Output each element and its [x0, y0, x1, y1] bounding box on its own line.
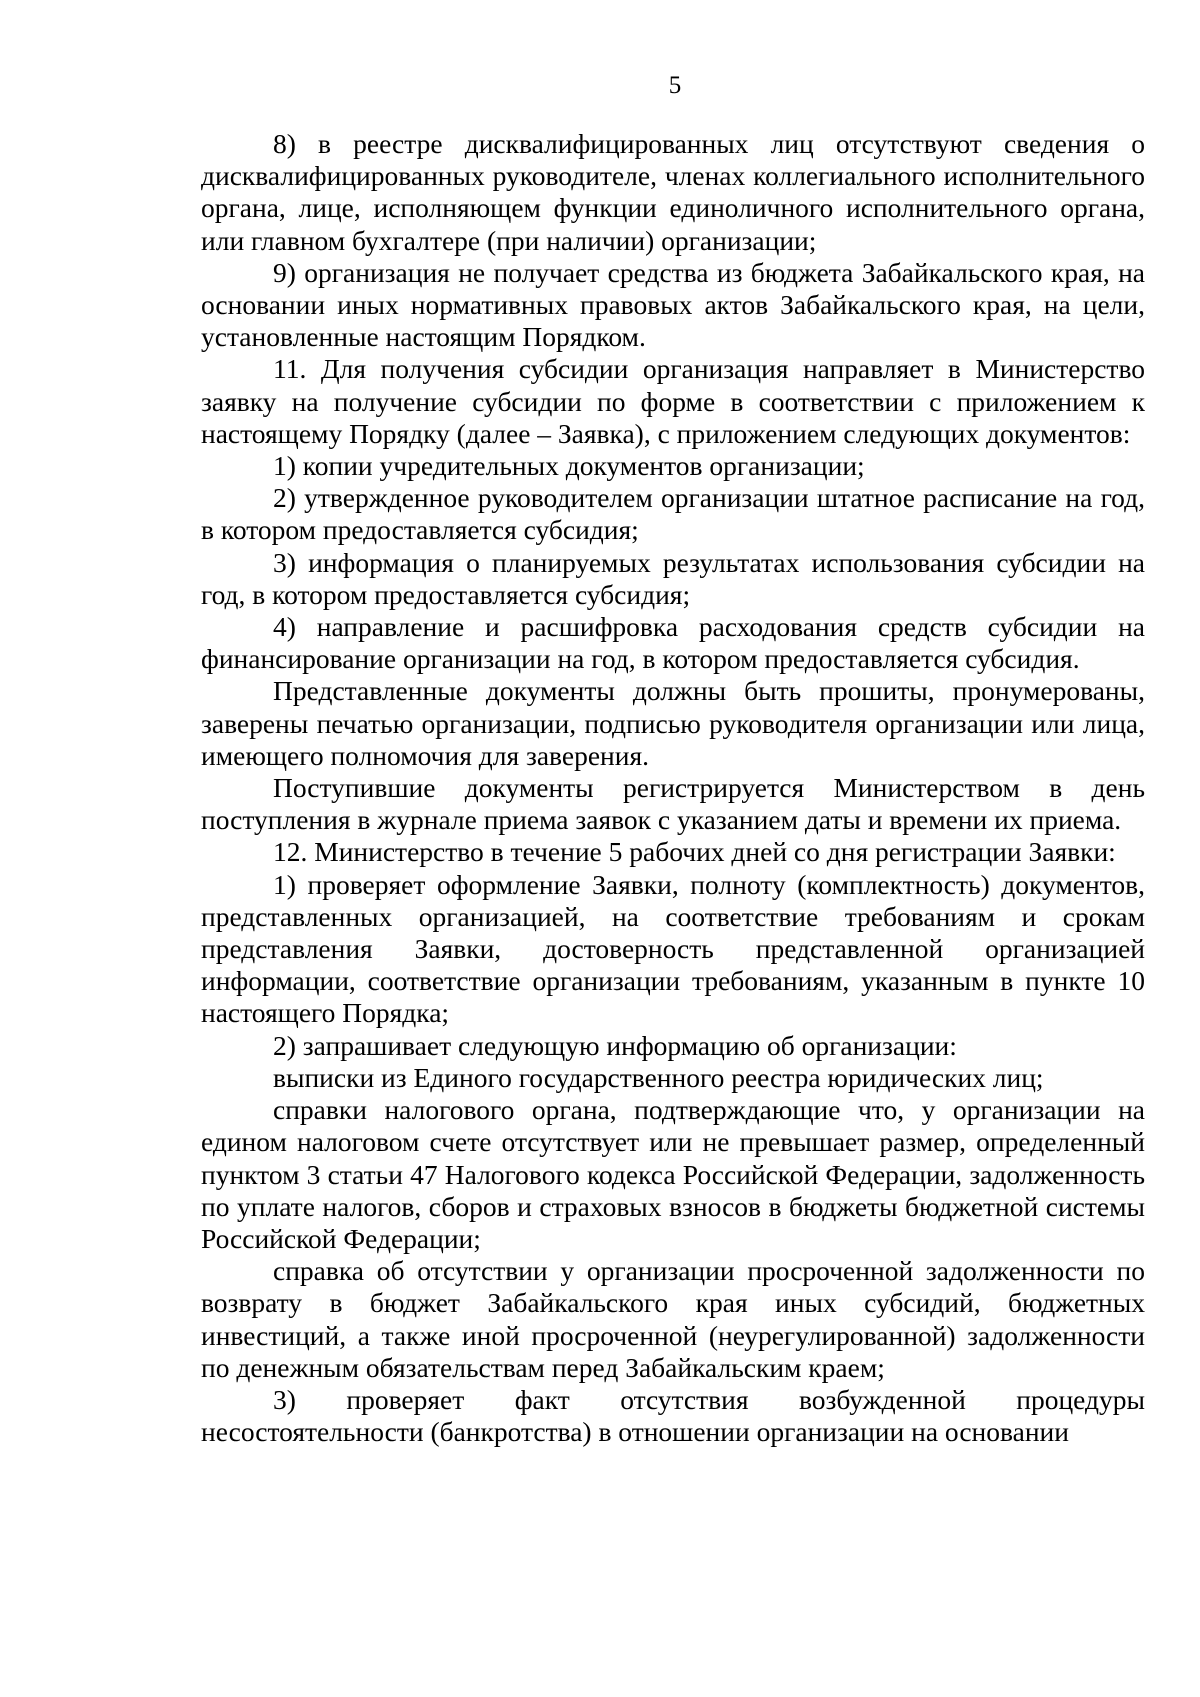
- paragraph-11-item-3: 3) информация о планируемых результатах использования субсидии на год, в котором предоставляется субсидия;: [201, 546, 1145, 610]
- paragraph-documents-registered: Поступившие документы регистрируется Министерством в день поступления в журнале приема заявок с указанием даты и времени их приема.: [201, 772, 1145, 836]
- paragraph-11-item-1: 1) копии учредительных документов организации;: [273, 450, 865, 482]
- paragraph-8-disqualified-registry: 8) в реестре дисквалифицированных лиц отсутствуют сведения о дисквалифицированных руководителе, членах коллегиального исполнительного органа, лице, исполняющем функции единоличного исполнительного органа, или главном бухгалтере (при наличии) организации;: [201, 128, 1145, 256]
- page-number: 5: [668, 72, 682, 99]
- paragraph-documents-bound: Представленные документы должны быть прошиты, пронумерованы, заверены печатью организации, подписью руководителя организации или лица, имеющего полномочия для заверения.: [201, 675, 1145, 771]
- paragraph-12-ministry: 12. Министерство в течение 5 рабочих дней со дня регистрации Заявки:: [273, 836, 1116, 868]
- paragraph-12-item-1: 1) проверяет оформление Заявки, полноту (комплектность) документов, представленных организацией, на соответствие требованиям и срокам представления Заявки, достоверность представленной организацией информации, соответствие организации требованиям, указанным в пункте 10 настоящего Порядка;: [201, 868, 1145, 1029]
- paragraph-registry-extract: выписки из Единого государственного реестра юридических лиц;: [273, 1061, 1044, 1093]
- paragraph-11-application: 11. Для получения субсидии организация направляет в Министерство заявку на получение субсидии по форме в соответствии с приложением к настоящему Порядку (далее – Заявка), с приложением следующих документов:: [201, 353, 1145, 449]
- paragraph-9-budget-funds: 9) организация не получает средства из бюджета Забайкальского края, на основании иных нормативных правовых актов Забайкальского края, на цели, установленные настоящим Порядком.: [201, 256, 1145, 353]
- paragraph-debt-certificate: справка об отсутствии у организации просроченной задолженности по возврату в бюджет Забайкальского края иных субсидий, бюджетных инвестиций, а также иной просроченной (неурегулированной) задолженности по денежным обязательствам перед Забайкальским краем;: [201, 1255, 1145, 1383]
- paragraph-12-item-3: 3) проверяет факт отсутствия возбужденной процедуры несостоятельности (банкротства) в отношении организации на основании: [201, 1383, 1145, 1448]
- paragraph-12-item-2: 2) запрашивает следующую информацию об организации:: [273, 1029, 957, 1061]
- document-body: [201, 128, 1145, 1448]
- paragraph-11-item-4: 4) направление и расшифровка расходования средств субсидии на финансирование организации на год, в котором предоставляется субсидия.: [201, 611, 1145, 675]
- paragraph-tax-certificate: справки налогового органа, подтверждающие что, у организации на едином налоговом счете отсутствует или не превышает размер, определенный пунктом 3 статьи 47 Налогового кодекса Российской Федерации, задолженность по уплате налогов, сборов и страховых взносов в бюджеты бюджетной системы Российской Федерации;: [201, 1094, 1145, 1254]
- paragraph-11-item-2: 2) утвержденное руководителем организации штатное расписание на год, в котором предоставляется субсидия;: [201, 482, 1145, 546]
